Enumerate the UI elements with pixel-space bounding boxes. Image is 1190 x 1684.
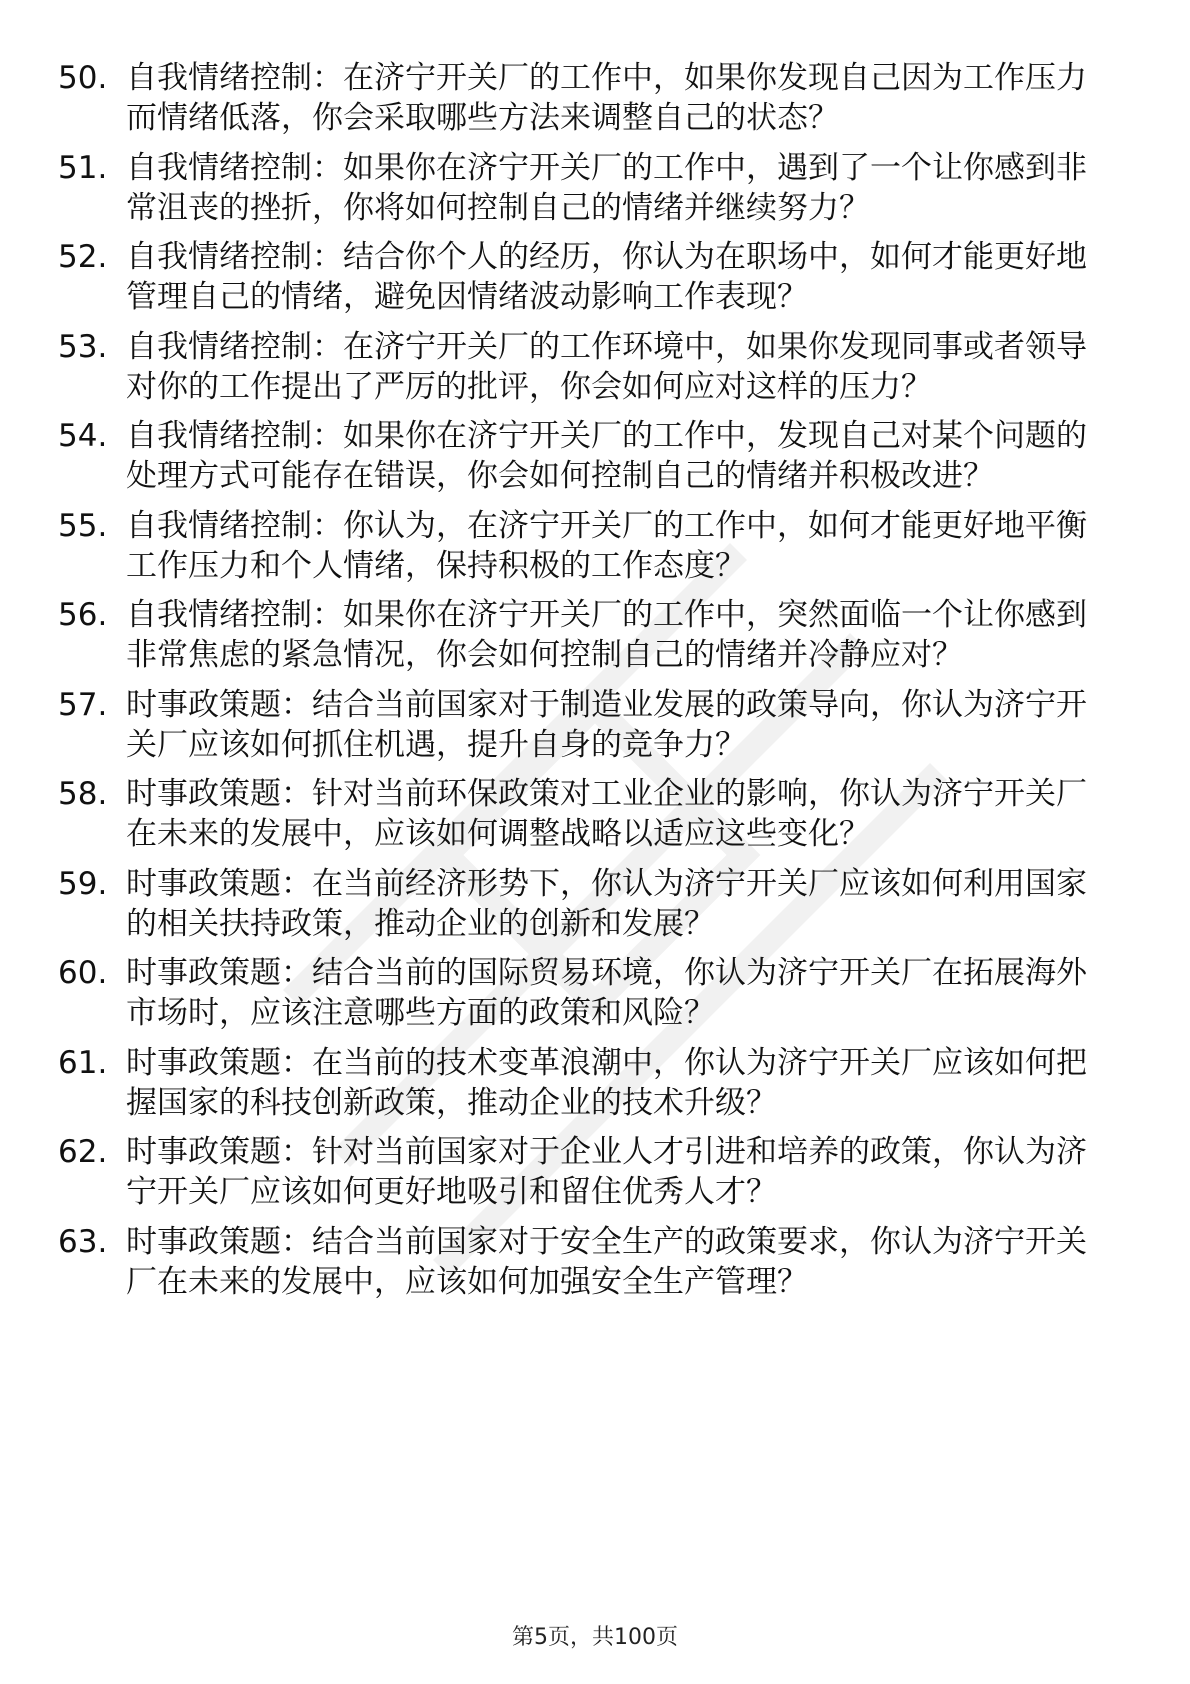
question-number: 57. <box>58 686 108 723</box>
question-text: 时事政策题：在当前经济形势下，你认为济宁开关厂应该如何利用国家的相关扶持政策，推动企业的创新和发展？ <box>126 865 1087 942</box>
page-footer <box>0 1624 1190 1652</box>
question-number: 53. <box>58 328 108 365</box>
question-number: 52. <box>58 239 108 275</box>
question-text: 时事政策题：结合当前的国际贸易环境，你认为济宁开关厂在拓展海外市场时，应该注意哪些方面的政策和风险？ <box>126 955 1087 1031</box>
question-item <box>58 1132 1108 1212</box>
question-text: 自我情绪控制：如果你在济宁开关厂的工作中，遇到了一个让你感到非常沮丧的挫折，你将如何控制自己的情绪并继续努力？ <box>126 149 1087 226</box>
question-text: 自我情绪控制：在济宁开关厂的工作环境中，如果你发现同事或者领导对你的工作提出了严厉的批评，你会如何应对这样的压力？ <box>126 328 1087 405</box>
question-item <box>58 1222 1108 1302</box>
question-item <box>58 1043 1108 1123</box>
question-text: 时事政策题：结合当前国家对于制造业发展的政策导向，你认为济宁开关厂应该如何抓住机遇，提升自身的竞争力？ <box>126 686 1087 763</box>
question-number: 50. <box>58 60 108 96</box>
question-number: 62. <box>58 1134 108 1170</box>
question-item <box>58 237 1108 317</box>
question-item <box>58 595 1108 675</box>
question-item <box>58 864 1108 944</box>
question-item <box>58 416 1108 496</box>
question-item <box>58 58 1108 138</box>
question-number: 58. <box>58 776 108 812</box>
question-number: 54. <box>58 418 108 454</box>
question-text: 时事政策题：在当前的技术变革浪潮中，你认为济宁开关厂应该如何把握国家的科技创新政策，推动企业的技术升级？ <box>126 1044 1087 1121</box>
question-list <box>58 58 1108 1311</box>
question-number: 63. <box>58 1223 108 1260</box>
question-item <box>58 327 1108 407</box>
question-text: 自我情绪控制：在济宁开关厂的工作中，如果你发现自己因为工作压力而情绪低落，你会采取哪些方法来调整自己的状态？ <box>126 60 1087 136</box>
question-item <box>58 685 1108 765</box>
question-text: 自我情绪控制：结合你个人的经历，你认为在职场中，如何才能更好地管理自己的情绪，避免因情绪波动影响工作表现？ <box>126 239 1087 315</box>
question-number: 60. <box>58 955 108 991</box>
question-number: 55. <box>58 507 108 544</box>
question-text: 时事政策题：针对当前国家对于企业人才引进和培养的政策，你认为济宁开关厂应该如何更好地吸引和留住优秀人才？ <box>126 1134 1087 1210</box>
question-number: 59. <box>58 865 108 902</box>
question-text: 时事政策题：结合当前国家对于安全生产的政策要求，你认为济宁开关厂在未来的发展中，应该如何加强安全生产管理？ <box>126 1223 1087 1300</box>
question-number: 56. <box>58 597 108 633</box>
page-number-label: 第5页，共100页 <box>512 1625 678 1650</box>
question-text: 自我情绪控制：如果你在济宁开关厂的工作中，发现自己对某个问题的处理方式可能存在错误，你会如何控制自己的情绪并积极改进？ <box>126 418 1087 494</box>
question-item <box>58 506 1108 586</box>
question-number: 61. <box>58 1044 108 1081</box>
question-item <box>58 148 1108 228</box>
question-item <box>58 774 1108 854</box>
question-item <box>58 953 1108 1033</box>
question-text: 自我情绪控制：如果你在济宁开关厂的工作中，突然面临一个让你感到非常焦虑的紧急情况，你会如何控制自己的情绪并冷静应对？ <box>126 597 1087 673</box>
question-text: 时事政策题：针对当前环保政策对工业企业的影响，你认为济宁开关厂在未来的发展中，应该如何调整战略以适应这些变化？ <box>126 776 1087 852</box>
question-number: 51. <box>58 149 108 186</box>
question-text: 自我情绪控制：你认为，在济宁开关厂的工作中，如何才能更好地平衡工作压力和个人情绪，保持积极的工作态度？ <box>126 507 1087 584</box>
